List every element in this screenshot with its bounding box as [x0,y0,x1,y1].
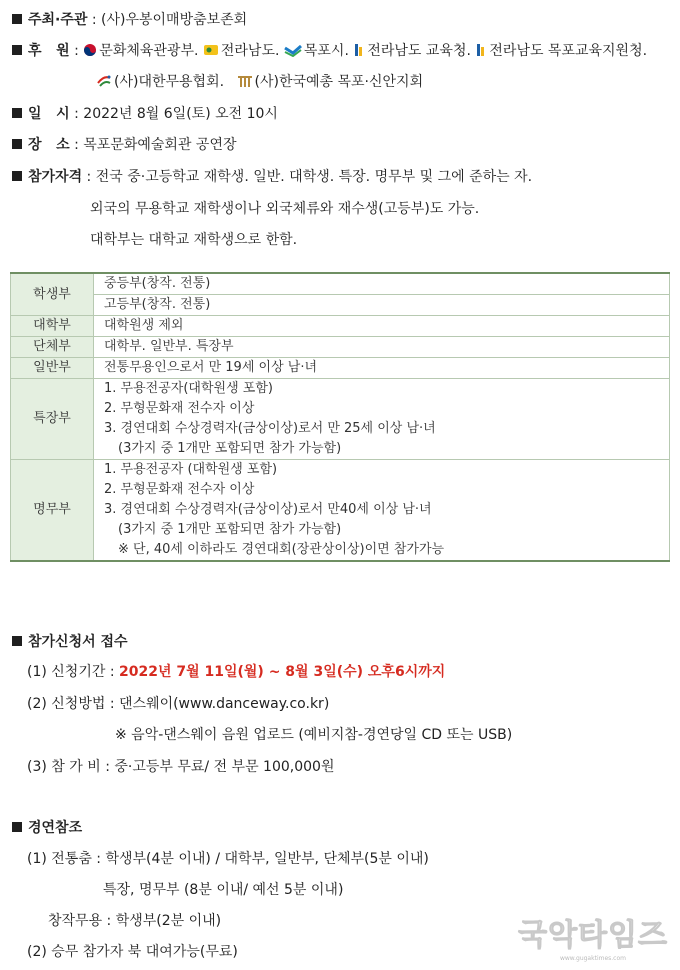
sponsor-7: (사)한국예총 목포·신안지회 [254,74,424,90]
sponsor-1: 문화체육관광부. [99,43,199,59]
division-desc-multiline [94,379,670,460]
education-office-logo-icon [353,43,365,57]
division-line: (3가지 중 1개만 포함되면 참가 가능함) [118,522,342,537]
bullet-square [12,108,22,118]
division-name: 대학부 [11,316,94,337]
bullet-square [12,14,22,24]
division-desc: 고등부(창작. 전통) [94,295,670,316]
table-row [11,460,670,562]
reference-drum: (2) 승무 참가자 북 대여가능(무료) [27,944,238,960]
table-row [11,295,670,316]
eligibility-line-1: : 전국 중·고등학교 재학생. 일반. 대학생. 특장. 명무부 및 그에 준하는 자. [82,169,533,185]
arts-federation-logo-icon [237,74,253,88]
sponsor-3: 목포시. [303,43,349,59]
jeonnam-logo-icon [203,43,219,57]
bullet-square [12,45,22,55]
divisions-table [10,272,670,562]
application-note: ※ 음악-댄스웨이 음원 업로드 (예비지참-경연당일 CD 또는 USB) [115,727,513,743]
watermark-logo: 국악타임즈 [518,918,668,953]
dance-association-logo-icon [96,74,112,88]
division-desc: 대학원생 제외 [94,316,670,337]
sponsor-label: 후 원 [28,43,70,59]
division-name: 학생부 [11,273,94,316]
application-fee: (3) 참 가 비 : 중·고등부 무료/ 전 부문 100,000원 [27,759,335,775]
eligibility-line-2: 외국의 무용학교 재학생이나 외국체류와 재수생(고등부)도 가능. [90,201,480,217]
bullet-square [12,822,22,832]
table-row [11,316,670,337]
date-value: : 2022년 8월 6일(토) 오전 10시 [69,106,278,122]
division-line: ※ 단, 40세 이하라도 경연대회(장관상이상)이면 참가가능 [118,542,445,557]
reference-traditional: (1) 전통춤 : 학생부(4분 이내) / 대학부, 일반부, 단체부(5분 이내) [27,851,429,867]
date-row [12,104,278,124]
division-name: 명무부 [11,460,94,562]
eligibility-row [12,167,532,187]
reference-heading: 경연참조 [12,818,82,838]
watermark-url: www.gugaktimes.com [559,955,626,962]
ministry-logo-icon [83,43,97,57]
place-value: : 목포문화예술회관 공연장 [69,137,237,153]
organizer-value: : (사)우봉이매방춤보존회 [87,12,248,28]
period-highlight: 2022년 7월 11일(월) ~ 8월 3일(수) 오후6시까지 [119,664,446,680]
bullet-square [12,171,22,181]
sponsor-2: 전라남도. [220,43,280,59]
division-desc: 중등부(창작. 전통) [94,273,670,295]
division-line: 1. 무용전공자(대학원생 포함) [104,381,273,396]
reference-creative: 창작무용 : 학생부(2분 이내) [48,913,222,929]
education-support-logo-icon [475,43,487,57]
division-line: 3. 경연대회 수상경력자(금상이상)로서 만40세 이상 남·녀 [104,502,432,517]
sponsor-row-2 [96,72,423,92]
division-line: 2. 무형문화재 전수자 이상 [104,401,255,416]
division-line: 1. 무용전공자 (대학원생 포함) [104,462,278,477]
organizer-row [12,10,247,30]
table-row [11,379,670,460]
division-name: 일반부 [11,358,94,379]
table-row [11,273,670,295]
place-row [12,135,237,155]
reference-traditional-cont: 특장, 명무부 (8분 이내/ 예선 5분 이내) [103,882,344,898]
eligibility-line-3: 대학부는 대학교 재학생으로 한함. [90,232,298,248]
eligibility-label: 참가자격 [28,169,83,185]
division-desc: 전통무용인으로서 만 19세 이상 남·녀 [94,358,670,379]
division-name: 특장부 [11,379,94,460]
application-method: (2) 신청방법 : 댄스웨이(www.danceway.co.kr) [27,696,330,712]
table-row [11,358,670,379]
division-line: (3가지 중 1개만 포함되면 참가 가능함) [118,441,342,456]
division-line: 2. 무형문화재 전수자 이상 [104,482,255,497]
division-name: 단체부 [11,337,94,358]
division-desc-multiline [94,460,670,562]
place-label: 장 소 [28,137,70,153]
date-label: 일 시 [28,106,70,122]
application-heading: 참가신청서 접수 [12,632,128,652]
organizer-label: 주최·주관 [28,12,88,28]
sponsor-6: (사)대한무용협회. [114,74,225,90]
application-period: (1) 신청기간 : 2022년 7월 11일(월) ~ 8월 3일(수) 오후6시까지 [27,664,446,680]
mokpo-logo-icon [284,43,302,57]
sponsor-row: 후 원 : 문화체육관광부. 전라남도. 목포시. 전라남도 교육청. 전라남도 목포교육지원청. [12,41,647,61]
division-line: 3. 경연대회 수상경력자(금상이상)로서 만 25세 이상 남·녀 [104,421,436,436]
bullet-square [12,636,22,646]
bullet-square [12,139,22,149]
division-desc: 대학부. 일반부. 특장부 [94,337,670,358]
sponsor-5: 전라남도 목포교육지원청. [489,43,648,59]
sponsor-4: 전라남도 교육청. [367,43,471,59]
table-row [11,337,670,358]
